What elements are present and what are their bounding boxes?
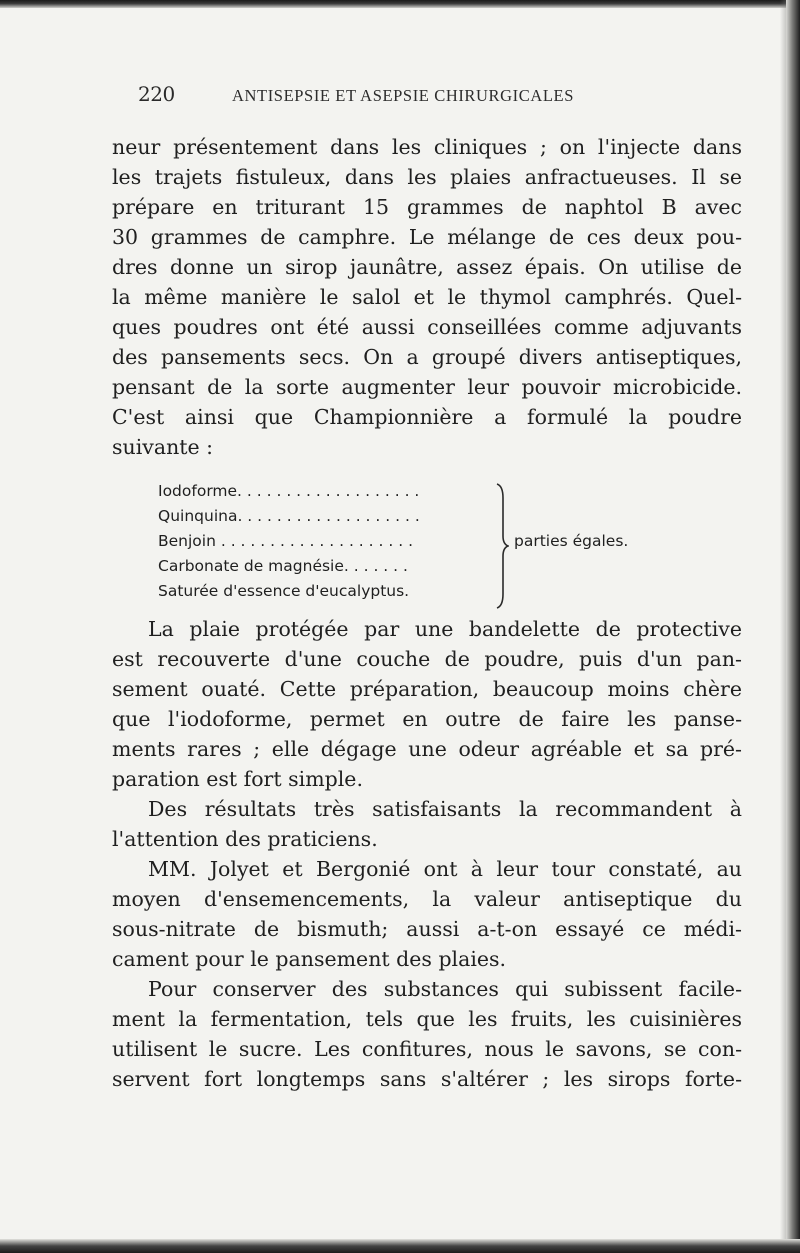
page-right-edge-shadow	[786, 0, 800, 1253]
formula-ingredient: Carbonate de magnésie. . . . . . .	[158, 557, 408, 575]
page-top-edge-shadow	[0, 0, 800, 8]
formula-ingredient: Quinquina. . . . . . . . . . . . . . . . . . .	[158, 507, 420, 525]
text-line: pensant de la sorte augmenter leur pouvoir microbicide.	[112, 375, 742, 399]
text-line: prépare en triturant 15 grammes de naphtol B avec	[112, 195, 742, 219]
text-line: cament pour le pansement des plaies.	[112, 947, 507, 971]
text-line: MM. Jolyet et Bergonié ont à leur tour constaté, au	[148, 857, 742, 881]
text-line: ques poudres ont été aussi conseillées comme adjuvants	[112, 315, 742, 339]
text-line: utilisent le sucre. Les confitures, nous le savons, se con-	[112, 1037, 742, 1061]
text-line: La plaie protégée par une bandelette de protective	[148, 617, 742, 641]
text-line: Pour conserver des substances qui subissent facile-	[148, 977, 742, 1001]
formula-proportion: parties égales.	[514, 532, 629, 550]
text-line: ments rares ; elle dégage une odeur agréable et sa pré-	[112, 737, 742, 761]
running-title: ANTISEPSIE ET ASEPSIE CHIRURGICALES	[232, 86, 575, 105]
formula-ingredient: Saturée d'essence d'eucalyptus.	[158, 582, 410, 600]
text-line: sement ouaté. Cette préparation, beaucoup moins chère	[112, 677, 742, 701]
text-line: C'est ainsi que Championnière a formulé la poudre	[112, 405, 742, 429]
text-line: 30 grammes de camphre. Le mélange de ces deux pou-	[112, 225, 742, 249]
text-line: neur présentement dans les cliniques ; on l'injecte dans	[112, 135, 742, 159]
page-bottom-edge-shadow	[0, 1239, 800, 1253]
formula-ingredient: Benjoin . . . . . . . . . . . . . . . . . . . .	[158, 532, 413, 550]
grouping-brace	[495, 482, 509, 610]
text-line: l'attention des praticiens.	[112, 827, 378, 851]
text-line: suivante :	[112, 435, 214, 459]
text-line: sous-nitrate de bismuth; aussi a-t-on essayé ce médi-	[112, 917, 742, 941]
text-line: servent fort longtemps sans s'altérer ; les sirops forte-	[112, 1067, 742, 1091]
text-line: dres donne un sirop jaunâtre, assez épais. On utilise de	[112, 255, 742, 279]
text-line: moyen d'ensemencements, la valeur antiseptique du	[112, 887, 742, 911]
text-line: les trajets fistuleux, dans les plaies anfractueuses. Il se	[112, 165, 742, 189]
text-line: paration est fort simple.	[112, 767, 363, 791]
formula-ingredient: Iodoforme. . . . . . . . . . . . . . . . . . .	[158, 482, 420, 500]
text-line: est recouverte d'une couche de poudre, puis d'un pan-	[112, 647, 742, 671]
page-number: 220	[138, 82, 175, 106]
text-line: que l'iodoforme, permet en outre de faire les panse-	[112, 707, 742, 731]
text-line: des pansements secs. On a groupé divers antiseptiques,	[112, 345, 742, 369]
text-line: Des résultats très satisfaisants la recommandent à	[148, 797, 742, 821]
text-line: ment la fermentation, tels que les fruits, les cuisinières	[112, 1007, 742, 1031]
text-line: la même manière le salol et le thymol camphrés. Quel-	[112, 285, 742, 309]
